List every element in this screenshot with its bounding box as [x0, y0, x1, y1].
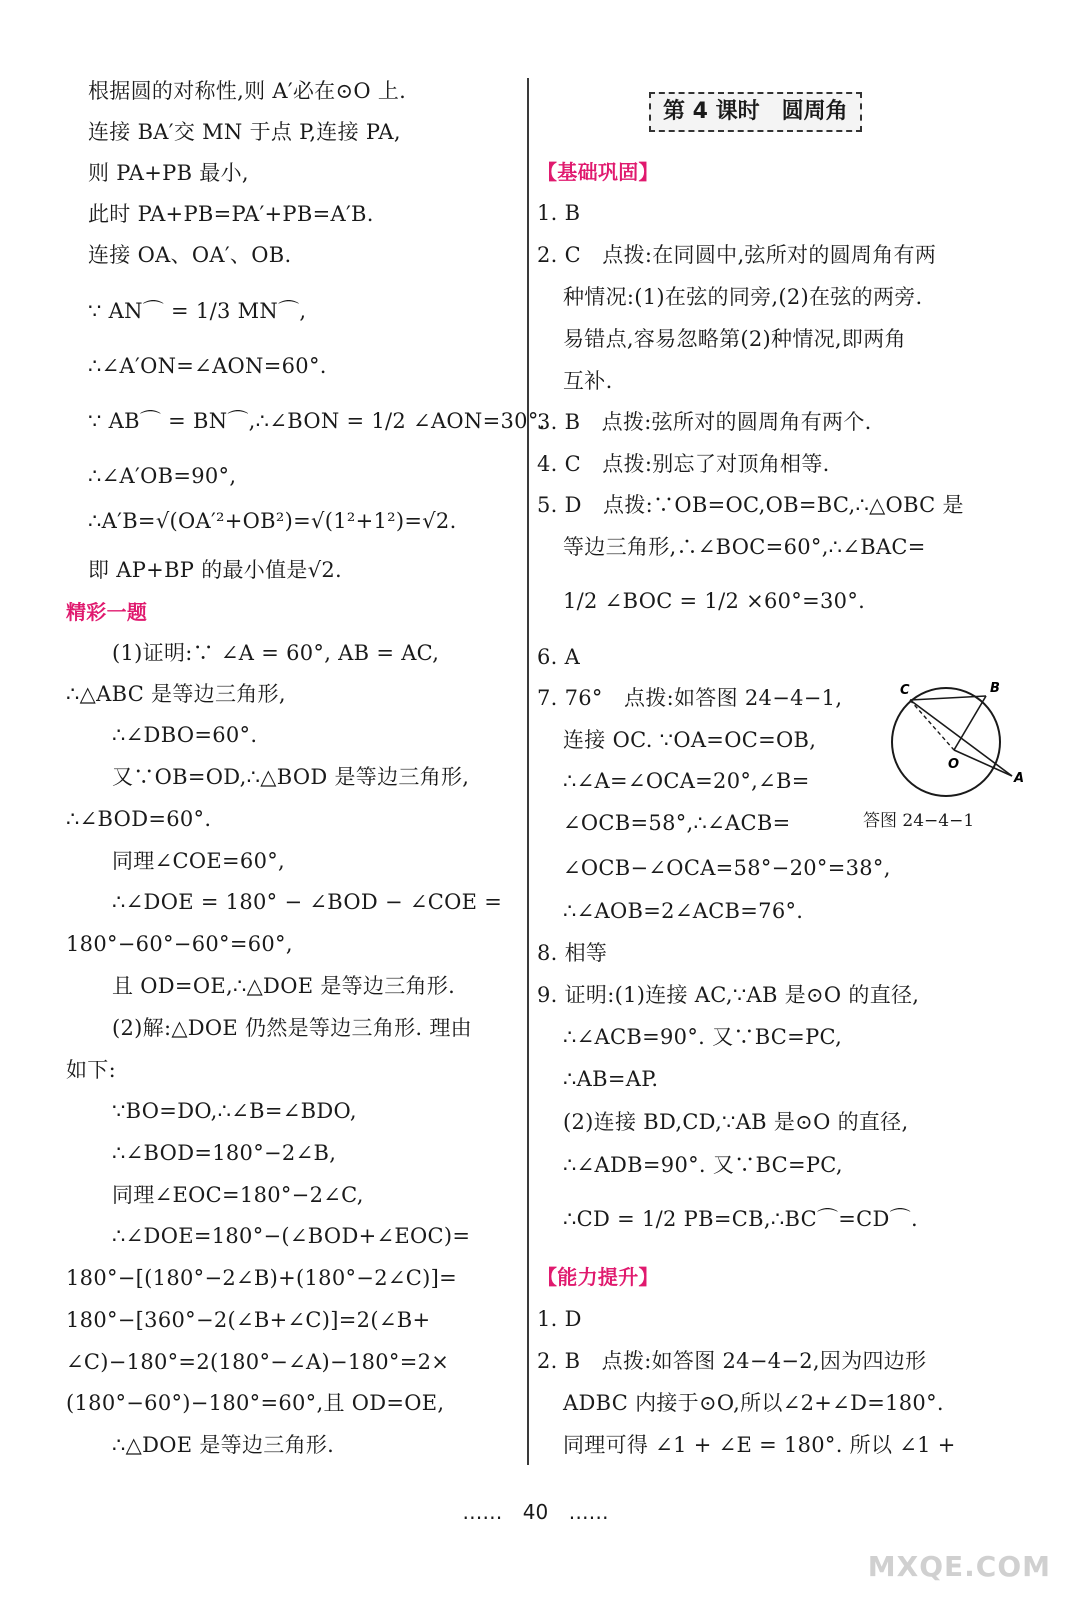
right-text-line: 连接 OC. ∵OA=OC=OB, [563, 728, 817, 752]
right-text-line: 互补. [563, 369, 613, 393]
section-heading-nengli: 【能力提升】 [537, 1265, 659, 1289]
left-text-line: (1)证明:∵ ∠A = 60°, AB = AC, [112, 641, 440, 665]
fig-label-o: O [948, 757, 960, 772]
right-text-line: 种情况:(1)在弦的同旁,(2)在弦的两旁. [563, 285, 923, 309]
right-text-line: 同理可得 ∠1 + ∠E = 180°. 所以 ∠1 + [563, 1433, 956, 1457]
right-text-line: ∴∠ACB=90°. 又∵BC=PC, [563, 1025, 843, 1049]
left-text-line: ∠C)−180°=2(180°−∠A)−180°=2× [66, 1350, 450, 1374]
left-text-line: 则 PA+PB 最小, [88, 161, 249, 185]
page-number: 40 [522, 1500, 549, 1524]
right-text-line: ∴AB=AP. [563, 1067, 659, 1091]
right-text-line: (2)连接 BD,CD,∵AB 是⊙O 的直径, [563, 1110, 909, 1134]
right-text-line: 4. C 点拨:别忘了对顶角相等. [537, 452, 830, 476]
right-text-line: 1. D [537, 1307, 582, 1331]
right-text-line: 1. B [537, 201, 581, 225]
right-text-line: 9. 证明:(1)连接 AC,∵AB 是⊙O 的直径, [537, 983, 920, 1007]
left-text-line: (180°−60°)−180°=60°,且 OD=OE, [66, 1391, 445, 1415]
column-divider [527, 78, 529, 1465]
left-text-line: ∴∠BOD=180°−2∠B, [112, 1141, 337, 1165]
page-footer [0, 1500, 1071, 1524]
left-text-line: ∴∠A′ON=∠AON=60°. [88, 354, 327, 378]
right-text-line: 易错点,容易忽略第(2)种情况,即两角 [563, 327, 906, 351]
fig-label-a: A [1014, 771, 1025, 786]
footer-dots-right: …… [568, 1500, 609, 1524]
section-heading-jingcai: 精彩一题 [66, 600, 148, 624]
answer-figure-circle [866, 678, 1026, 798]
left-text-line: 180°−[(180°−2∠B)+(180°−2∠C)]= [66, 1266, 457, 1290]
right-text-line: 2. C 点拨:在同圆中,弦所对的圆周角有两 [537, 243, 937, 267]
right-text-line: 1/2 ∠BOC = 1/2 ×60°=30°. [563, 589, 866, 613]
right-text-line: 8. 相等 [537, 941, 608, 965]
fig-label-b: B [990, 681, 1000, 696]
section-heading-jichu: 【基础巩固】 [537, 160, 659, 184]
right-text-line: 3. B 点拨:弦所对的圆周角有两个. [537, 410, 872, 434]
left-text-line: ∵BO=DO,∴∠B=∠BDO, [112, 1099, 357, 1123]
left-text-line: ∴∠DOE=180°−(∠BOD+∠EOC)= [112, 1224, 471, 1248]
left-text-line: 且 OD=OE,∴△DOE 是等边三角形. [112, 974, 456, 998]
right-text-line: ∴∠AOB=2∠ACB=76°. [563, 899, 804, 923]
left-text-line: 180°−[360°−2(∠B+∠C)]=2(∠B+ [66, 1308, 431, 1332]
right-text-line: 5. D 点拨:∵OB=OC,OB=BC,∴△OBC 是 [537, 493, 964, 517]
left-text-line: 连接 BA′交 MN 于点 P,连接 PA, [88, 120, 401, 144]
right-text-line: ∠OCB=58°,∴∠ACB= [563, 811, 791, 835]
left-text-line: ∴∠BOD=60°. [66, 807, 212, 831]
left-text-line: ∴∠DBO=60°. [112, 723, 258, 747]
left-text-line: ∴A′B=√(OA′²+OB²)=√(1²+1²)=√2. [88, 509, 457, 533]
left-text-line: 同理∠EOC=180°−2∠C, [112, 1183, 364, 1207]
left-text-line: 同理∠COE=60°, [112, 849, 286, 873]
left-text-line: 即 AP+BP 的最小值是√2. [88, 558, 343, 582]
left-text-line: 此时 PA+PB=PA′+PB=A′B. [88, 202, 374, 226]
fig-label-c: C [900, 683, 910, 698]
left-text-line: ∵ AN⌒ = 1/3 MN⌒, [88, 299, 307, 323]
right-text-line: 2. B 点拨:如答图 24−4−2,因为四边形 [537, 1349, 927, 1373]
right-text-line: ∴∠A=∠OCA=20°,∠B= [563, 769, 810, 793]
left-text-line: ∴△ABC 是等边三角形, [66, 682, 286, 706]
figure-caption: 答图 24−4−1 [863, 811, 975, 831]
watermark-logo: MXQE.COM [867, 1550, 1051, 1583]
left-text-line: ∴△DOE 是等边三角形. [112, 1433, 335, 1457]
right-text-line: ∠OCB−∠OCA=58°−20°=38°, [563, 856, 891, 880]
left-text-line: 连接 OA、OA′、OB. [88, 243, 292, 267]
left-text-line: 如下: [66, 1058, 116, 1082]
left-text-line: ∴∠DOE = 180° − ∠BOD − ∠COE = [112, 890, 503, 914]
footer-dots-left: …… [462, 1500, 503, 1524]
left-text-line: ∴∠A′OB=90°, [88, 464, 237, 488]
right-text-line: 7. 76° 点拨:如答图 24−4−1, [537, 686, 843, 710]
left-text-line: 180°−60°−60°=60°, [66, 932, 293, 956]
left-text-line: 根据圆的对称性,则 A′必在⊙O 上. [88, 79, 407, 103]
right-text-line: ∴CD = 1/2 PB=CB,∴BC⌒=CD⌒. [563, 1207, 918, 1231]
right-text-line: 6. A [537, 645, 581, 669]
right-text-line: 等边三角形,∴∠BOC=60°,∴∠BAC= [563, 535, 926, 559]
lesson-title: 第 4 课时 圆周角 [649, 92, 862, 132]
right-text-line: ADBC 内接于⊙O,所以∠2+∠D=180°. [563, 1391, 944, 1415]
right-text-line: ∴∠ADB=90°. 又∵BC=PC, [563, 1153, 843, 1177]
left-text-line: 又∵OB=OD,∴△BOD 是等边三角形, [112, 765, 470, 789]
left-text-line: (2)解:△DOE 仍然是等边三角形. 理由 [112, 1016, 472, 1040]
left-text-line: ∵ AB⌒ = BN⌒,∴∠BON = 1/2 ∠AON=30°. [88, 409, 546, 433]
